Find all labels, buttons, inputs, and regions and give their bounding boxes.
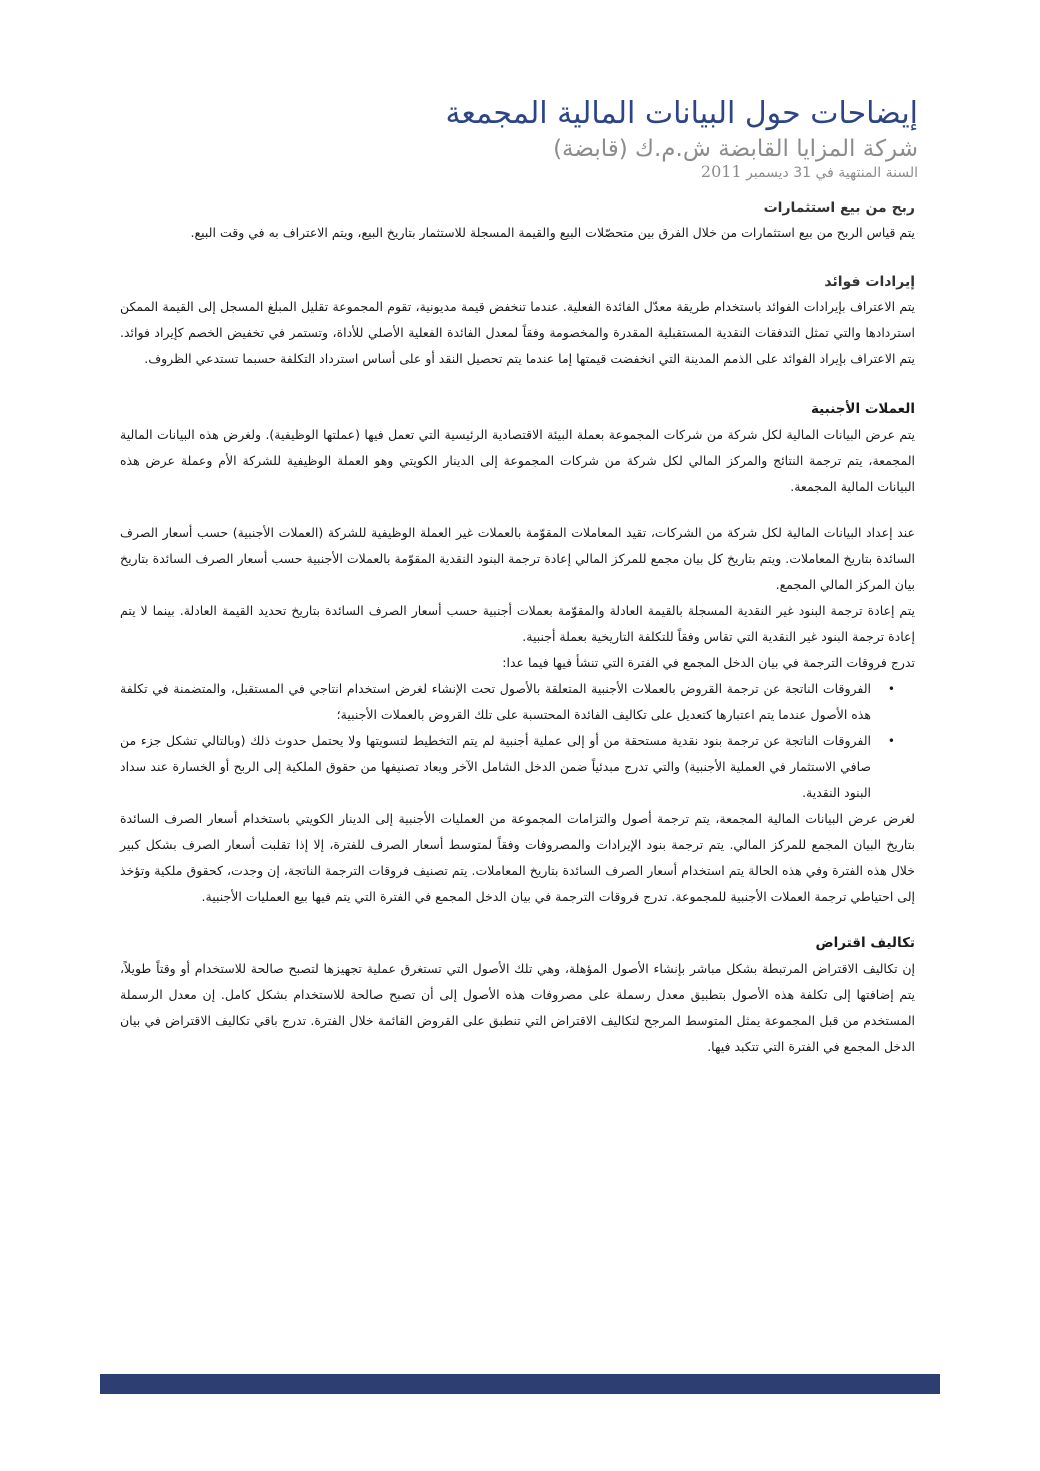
exceptions-list — [120, 676, 915, 806]
section-heading: إيرادات فوائد — [824, 274, 915, 290]
paragraph: تدرج فروقات الترجمة في بيان الدخل المجمع في الفترة التي تنشأ فيها فيما عدا: — [502, 655, 915, 670]
paragraph: عند إعداد البيانات المالية لكل شركة من الشركات، تقيد المعاملات المقوّمة بالعملات غير العملة الوظيفية للشركة (العملات الأجنبية) حسب أسعار الصرف السائدة بتاريخ المعاملات. ويتم بتاريخ كل بيان مجمع للمركز المالي إعادة ترجمة البنود النقدية المقوّمة بالعملات الأجنبية حسب أسعار الصرف السائدة بتاريخ بيان المركز المالي المجمع. — [120, 525, 915, 592]
section-heading: تكاليف اقتراض — [815, 935, 915, 951]
page-title: إيضاحات حول البيانات المالية المجمعة — [445, 96, 918, 131]
paragraph: إن تكاليف الاقتراض المرتبطة بشكل مباشر بإنشاء الأصول المؤهلة، وهي تلك الأصول التي تستغرق عملية تجهيزها لتصبح صالحة للاستخدام أو وقتاً طويلاً، يتم إضافتها إلى تكلفة هذه الأصول بتطبيق معدل رسملة على مصروفات هذه الأصول إلى أن تصبح صالحة للاستخدام بشكل كامل. إن معدل الرسملة المستخدم من قبل المجموعة يمثل المتوسط المرجح لتكاليف الاقتراض التي تنطبق على القروض القائمة خلال الفترة. تدرج باقي تكاليف الاقتراض في بيان الدخل المجمع في الفترة التي تتكبد فيها. — [120, 961, 915, 1054]
section-interest-income — [120, 270, 915, 372]
period-line — [118, 162, 918, 183]
section-heading: ربح من بيع استثمارات — [763, 200, 915, 216]
list-item: • الفروقات الناتجة عن ترجمة القروض بالعملات الأجنبية المتعلقة بالأصول تحت الإنشاء لغرض استخدام انتاجي في المستقبل، والمتضمنة في تكلفة هذه الأصول عندما يتم اعتبارها كتعديل على تكاليف الفائدة المحتسبة على تلك القروض بالعملات الأجنبية؛ — [120, 676, 915, 728]
section-heading: العملات الأجنبية — [810, 401, 915, 417]
paragraph: يتم الاعتراف بإيرادات الفوائد باستخدام طريقة معدّل الفائدة الفعلية. عندما تنخفض قيمة مديونية، تقوم المجموعة تقليل المبلغ المسجل إلى القيمة الممكن استردادها والتي تمثل التدفقات النقدية المستقبلية المقدرة والمخصومة وفقاً لمعدل الفائدة الفعلية الأصلي للأداة، وتستمر في تخفيض الخصم كإيراد فوائد. يتم الاعتراف بإيراد الفوائد على الذمم المدينة التي انخفضت قيمتها إما عندما يتم تحصيل النقد أو على أساس استرداد التكلفة حسبما تستدعي الظروف. — [120, 299, 915, 366]
page-header — [118, 94, 918, 183]
company-name: شركة المزايا القابضة ش.م.ك (قابضة) — [553, 136, 918, 162]
period-label: السنة المنتهية في 31 ديسمبر — [746, 165, 918, 181]
paragraph: يتم عرض البيانات المالية لكل شركة من شركات المجموعة بعملة البيئة الاقتصادية الرئيسية التي تعمل فيها (عملتها الوظيفية). ولغرض هذه البيانات المالية المجمعة، يتم ترجمة النتائج والمركز المالي لكل شركة من شركات المجموعة إلى الدينار الكويتي وهو العملة الوظيفية للشركة الأم وعملة عرض هذه البيانات المالية المجمعة. — [120, 427, 915, 494]
paragraph: لغرض عرض البيانات المالية المجمعة، يتم ترجمة أصول والتزامات المجموعة من العمليات الأجنبية إلى الدينار الكويتي باستخدام أسعار الصرف السائدة بتاريخ البيان المجمع للمركز المالي. يتم ترجمة بنود الإيرادات والمصروفات وفقاً لمتوسط أسعار الصرف للفترة، إلا إذا تقلبت أسعار الصرف بشكل كبير خلال هذه الفترة وفي هذه الحالة يتم استخدام أسعار الصرف السائدة بتاريخ المعاملات. يتم تصنيف فروقات الترجمة الناتجة، إن وجدت، كحقوق ملكية وتؤخذ إلى احتياطي ترجمة العملات الأجنبية للمجموعة. تدرج فروقات الترجمة في بيان الدخل المجمع في الفترة التي يتم فيها بيع العمليات الأجنبية. — [120, 811, 915, 904]
section-gain-investments — [120, 196, 915, 246]
list-item: • الفروقات الناتجة عن ترجمة بنود نقدية مستحقة من أو إلى عملية أجنبية لم يتم التخطيط لتسويتها ولا يحتمل حدوث ذلك (وبالتالي تشكل جزء من صافي الاستثمار في العملية الأجنبية) والتي تدرج مبدئياً ضمن الدخل الشامل الآخر ويعاد تصنيفها من حقوق الملكية إلى الربح أو الخسارة عند سداد البنود النقدية. — [120, 728, 915, 806]
paragraph: يتم قياس الربح من بيع استثمارات من خلال الفرق بين متحصّلات البيع والقيمة المسجلة للاستثمار بتاريخ البيع، ويتم الاعتراف به في وقت البيع. — [190, 225, 915, 240]
section-borrowing-costs — [120, 930, 915, 1060]
paragraph: يتم إعادة ترجمة البنود غير النقدية المسجلة بالقيمة العادلة والمقوّمة بعملات أجنبية حسب أسعار الصرف السائدة بتاريخ تحديد القيمة العادلة. بينما لا يتم إعادة ترجمة البنود غير النقدية التي تقاس وفقاً للتكلفة التاريخية بعملة أجنبية. — [120, 603, 915, 644]
document-body — [120, 196, 915, 1060]
period-year: 2011 — [700, 162, 742, 181]
footer-bar — [100, 1374, 940, 1394]
section-foreign-currencies — [120, 396, 915, 910]
